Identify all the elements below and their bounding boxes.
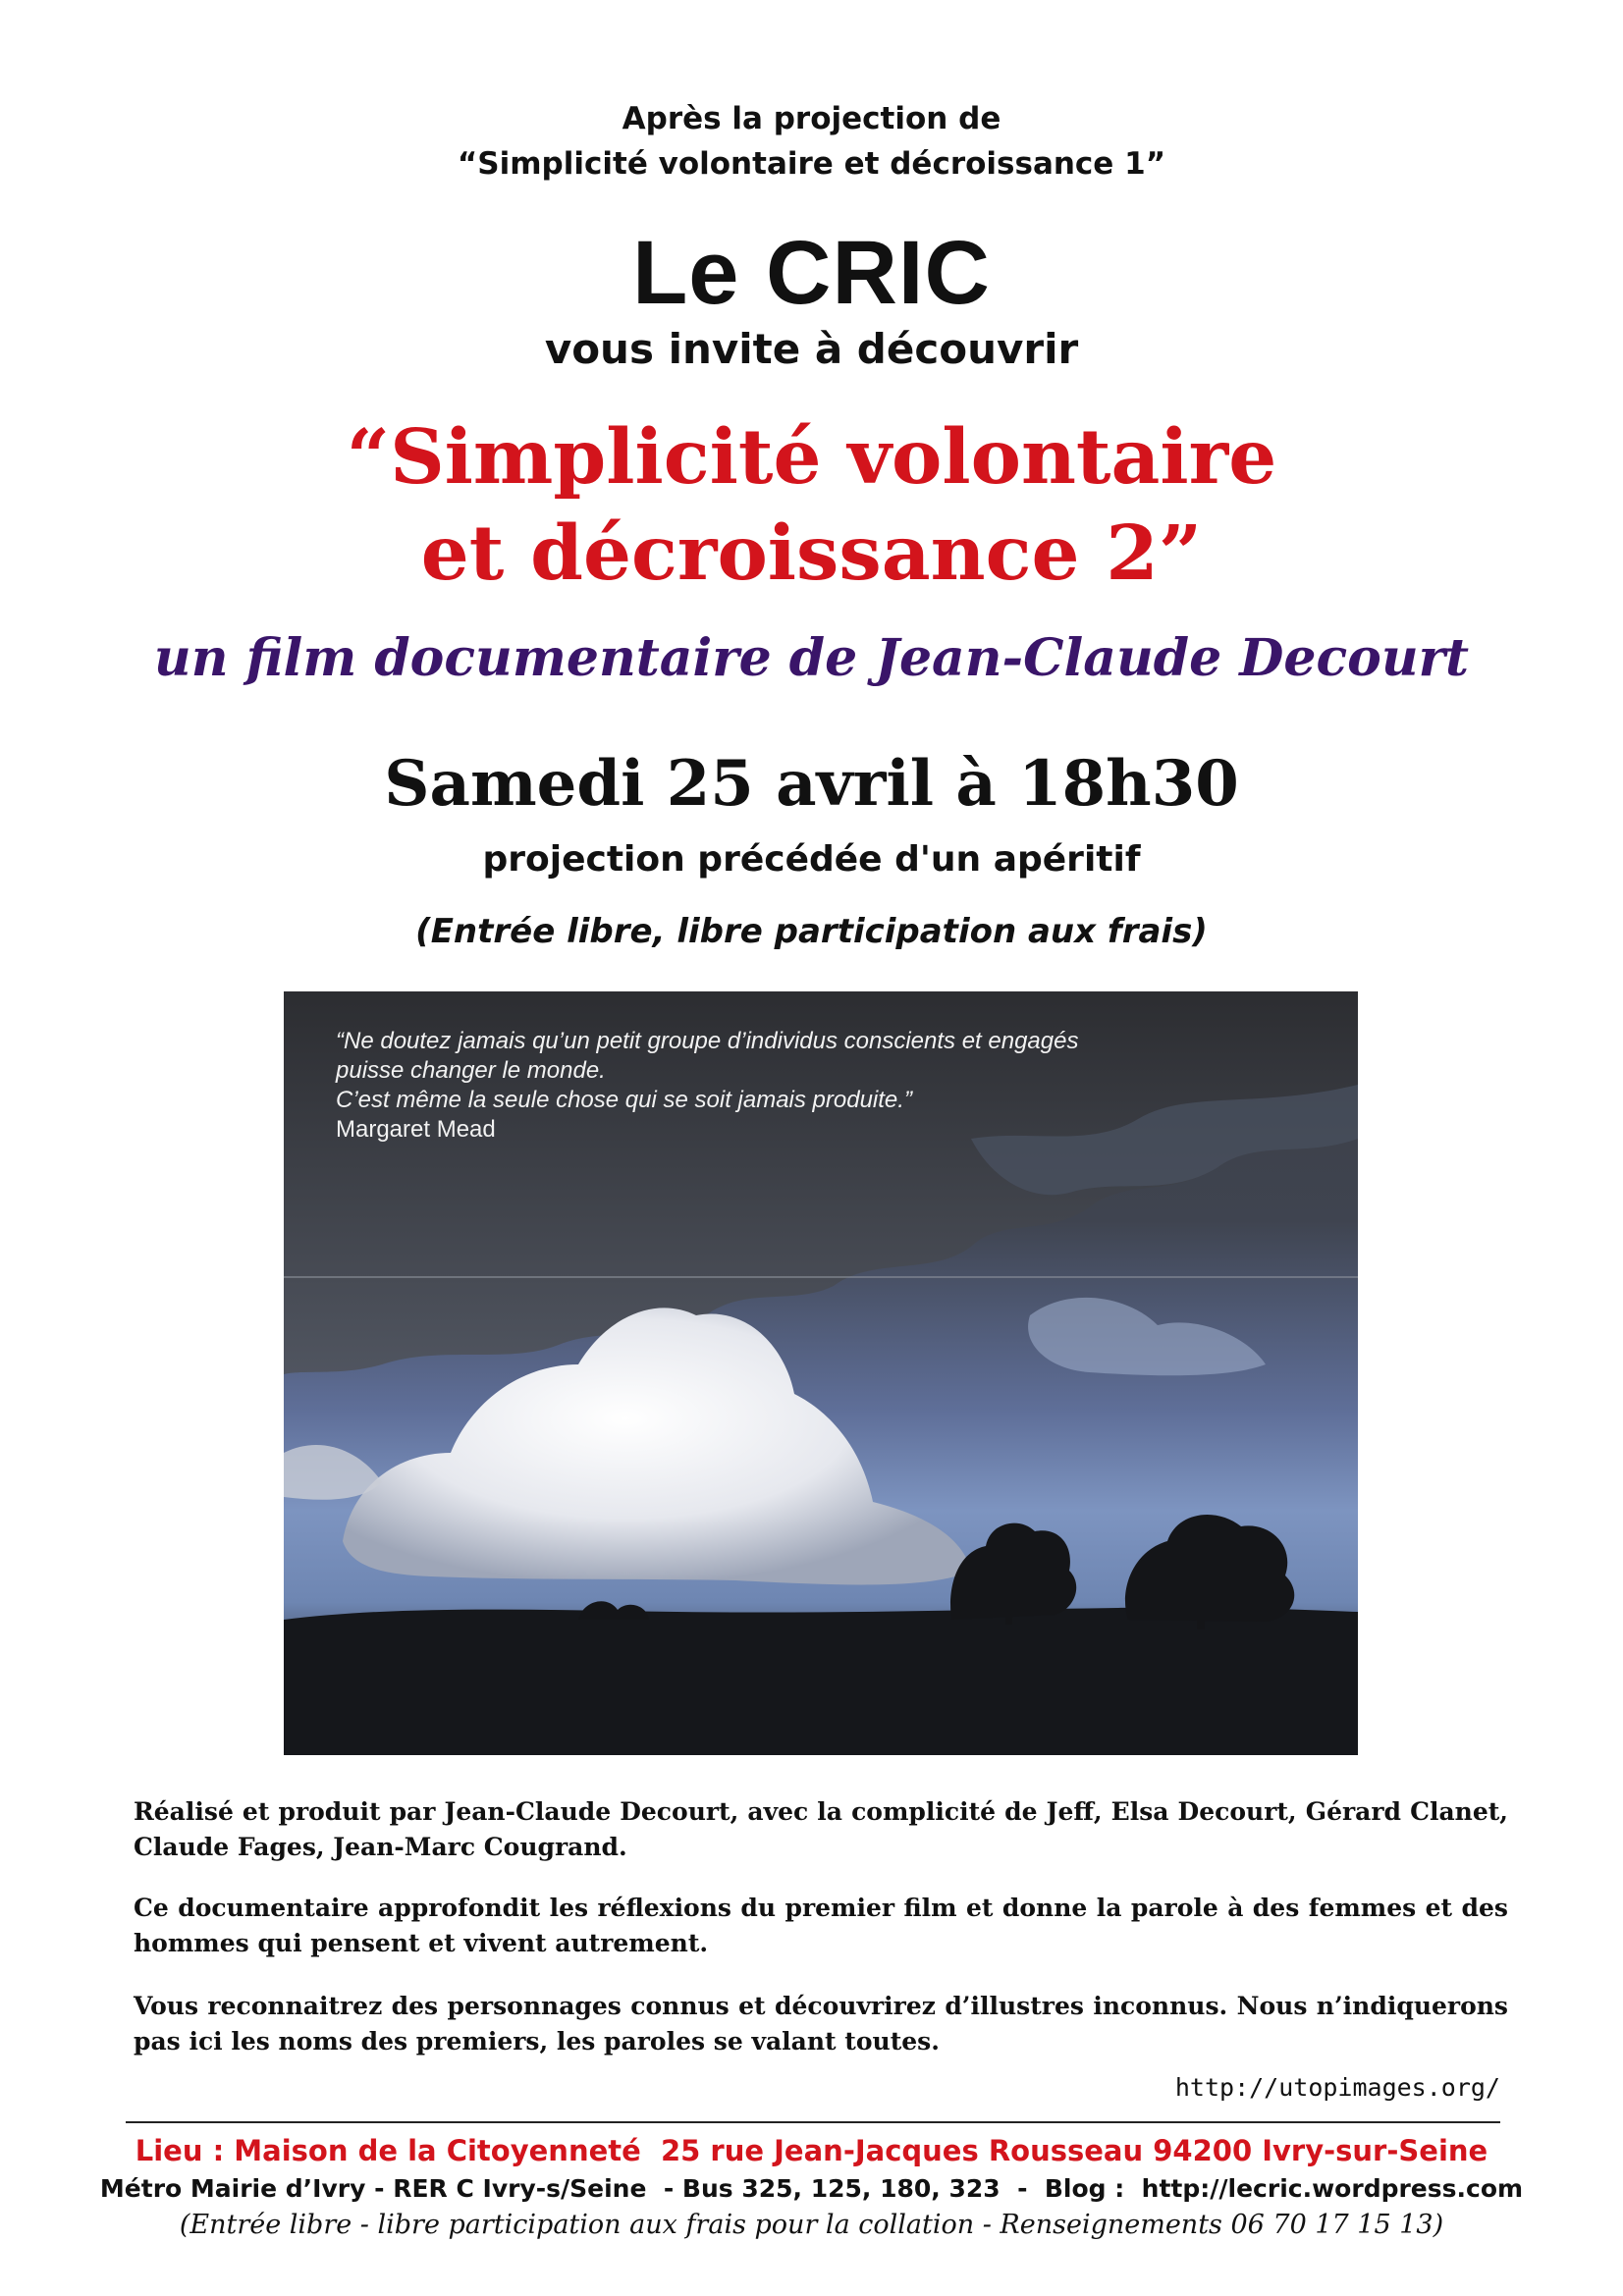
sky-photo	[284, 991, 1358, 1755]
note-paragraph: Vous reconnaitrez des personnages connus et découvrirez d’illustres inconnus. Nous n’indiquerons pas ici les noms des premiers, les paroles se valant toutes.	[134, 1992, 1508, 2056]
summary-paragraph: Ce documentaire approfondit les réflexions du premier film et donne la parole à des femmes et des hommes qui pensent et vivent autrement.	[134, 1894, 1508, 1957]
organizer-name: Le CRIC	[632, 223, 991, 323]
event-detail: projection précédée d'un apéritif	[482, 839, 1141, 880]
film-title-line1: “Simplicité volontaire	[346, 413, 1277, 502]
previous-film-title: “Simplicité volontaire et décroissance 1”	[457, 146, 1166, 182]
footer-note: (Entrée libre - libre participation aux frais pour la collation - Renseignements 06 70 17 15 13)	[179, 2210, 1444, 2240]
quote-author: Margaret Mead	[336, 1116, 496, 1143]
film-title-line2: et décroissance 2”	[420, 509, 1203, 598]
quote-line3: C’est même la seule chose qui se soit jamais produite.”	[336, 1087, 912, 1113]
event-date: Samedi 25 avril à 18h30	[384, 747, 1239, 821]
entry-note: (Entrée libre, libre participation aux frais)	[415, 912, 1208, 951]
invite-line: vous invite à découvrir	[544, 325, 1079, 373]
credits-paragraph: Réalisé et produit par Jean-Claude Decourt, avec la complicité de Jeff, Elsa Decourt, Gérard Clanet, Claude Fages, Jean-Marc Cougrand.	[134, 1797, 1508, 1861]
transport-line: Métro Mairie d’Ivry - RER C Ivry-s/Seine - Bus 325, 125, 180, 323 - Blog : http://lecric.wordpress.com	[99, 2174, 1524, 2203]
venue-line: Lieu : Maison de la Citoyenneté 25 rue Jean-Jacques Rousseau 94200 Ivry-sur-Seine	[135, 2134, 1488, 2167]
intro-line: Après la projection de	[622, 101, 1001, 136]
photo-quote	[336, 1027, 1219, 1145]
quote-line2: puisse changer le monde.	[336, 1057, 606, 1084]
divider	[126, 2121, 1500, 2123]
film-subtitle: un film documentaire de Jean-Claude Decourt	[153, 628, 1470, 688]
quote-line1: “Ne doutez jamais qu’un petit groupe d’individus conscients et engagés	[336, 1028, 1079, 1054]
website-link[interactable]: http://utopimages.org/	[1174, 2073, 1500, 2102]
